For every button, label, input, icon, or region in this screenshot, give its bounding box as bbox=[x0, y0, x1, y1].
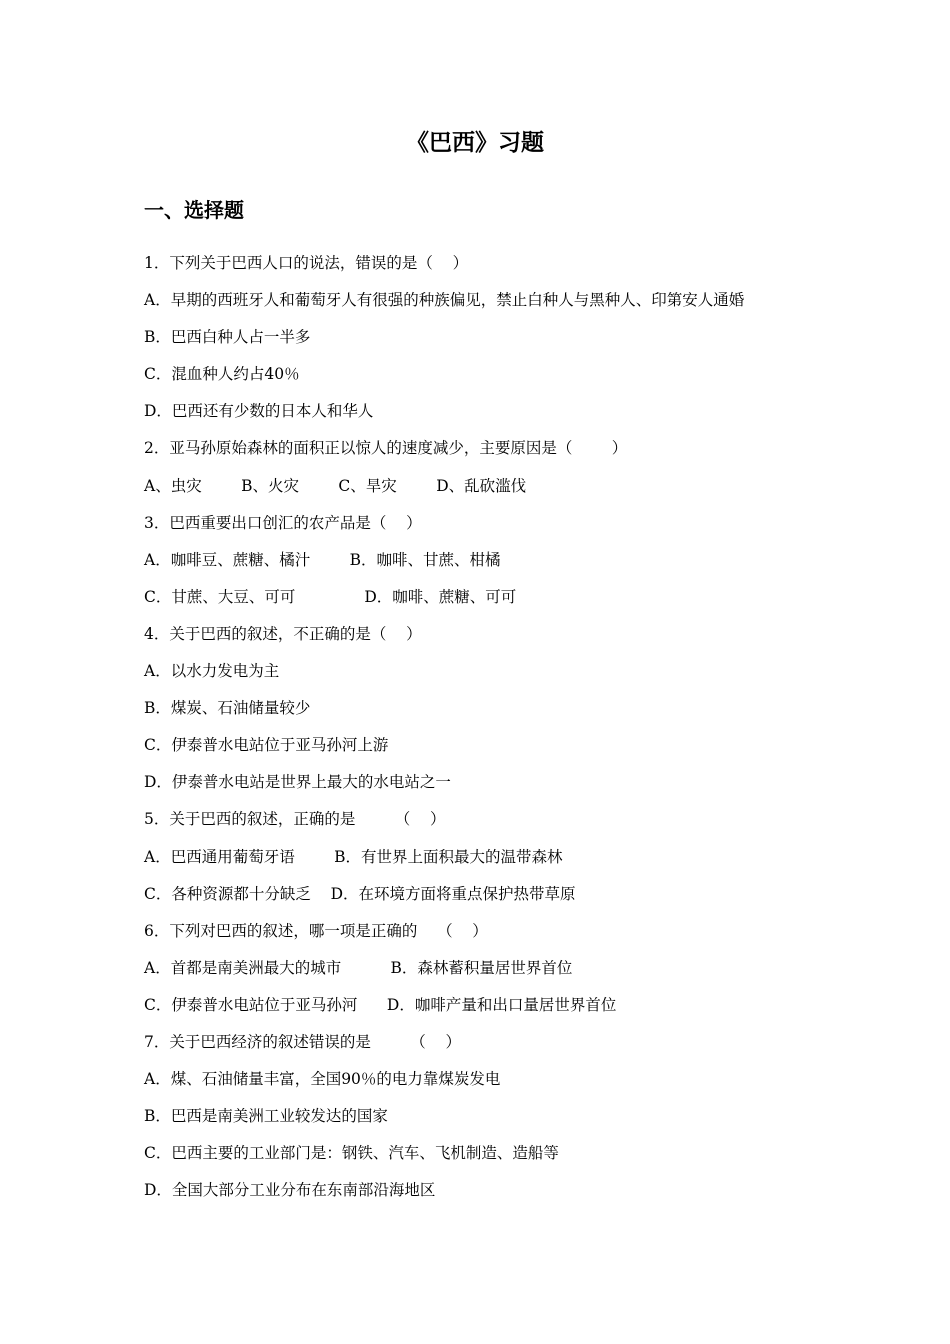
question-4-option-a: A．以水力发电为主 bbox=[144, 662, 280, 681]
question-6-options-cd: C．伊泰普水电站位于亚马孙河 D．咖啡产量和出口量居世界首位 bbox=[144, 995, 617, 1014]
question-1: 1．下列关于巴西人口的说法，错误的是（ ） bbox=[144, 254, 469, 272]
question-list bbox=[144, 250, 844, 1214]
question-2-options: A、虫灾 B、火灾 C、旱灾 D、乱砍滥伐 bbox=[144, 476, 527, 495]
question-4-option-d: D．伊泰普水电站是世界上最大的水电站之一 bbox=[144, 773, 451, 792]
question-3-options-cd: C．甘蔗、大豆、可可 D．咖啡、蔗糖、可可 bbox=[144, 587, 517, 606]
question-3-options-ab: A．咖啡豆、蔗糖、橘汁 B．咖啡、甘蔗、柑橘 bbox=[144, 550, 501, 569]
question-1-option-b: B．巴西白种人占一半多 bbox=[144, 328, 311, 347]
document-title: 《巴西》习题 bbox=[406, 130, 544, 156]
question-2: 2．亚马孙原始森林的面积正以惊人的速度减少，主要原因是（ ） bbox=[144, 439, 628, 458]
question-5-options-cd: C．各种资源都十分缺乏 D．在环境方面将重点保护热带草原 bbox=[144, 884, 576, 903]
question-6-options-ab: A．首都是南美洲最大的城市 B．森林蓄积量居世界首位 bbox=[144, 958, 573, 977]
question-7-option-c: C．巴西主要的工业部门是：钢铁、汽车、飞机制造、造船等 bbox=[144, 1144, 559, 1163]
question-4-option-b: B．煤炭、石油储量较少 bbox=[144, 699, 311, 718]
question-7: 7．关于巴西经济的叙述错误的是 （ ） bbox=[144, 1032, 461, 1051]
question-1-option-c: C．混血种人约占40％ bbox=[144, 365, 300, 384]
question-7-option-a: A．煤、石油储量丰富，全国90％的电力靠煤炭发电 bbox=[144, 1070, 501, 1089]
section-heading: 一、选择题 bbox=[144, 198, 244, 222]
question-1-option-d: D．巴西还有少数的日本人和华人 bbox=[144, 402, 374, 421]
question-7-option-b: B．巴西是南美洲工业较发达的国家 bbox=[144, 1107, 388, 1126]
question-5: 5．关于巴西的叙述，正确的是 （ ） bbox=[144, 810, 446, 829]
question-4-option-c: C．伊泰普水电站位于亚马孙河上游 bbox=[144, 736, 389, 755]
question-7-option-d: D．全国大部分工业分布在东南部沿海地区 bbox=[144, 1181, 436, 1200]
question-4: 4．关于巴西的叙述，不正确的是（ ） bbox=[144, 624, 422, 643]
question-6: 6．下列对巴西的叙述，哪一项是正确的 （ ） bbox=[144, 921, 488, 940]
question-5-options-ab: A．巴西通用葡萄牙语 B．有世界上面积最大的温带森林 bbox=[144, 847, 563, 866]
question-1-option-a: A．早期的西班牙人和葡萄牙人有很强的种族偏见，禁止白种人与黑种人、印第安人通婚 bbox=[144, 291, 745, 310]
question-3: 3．巴西重要出口创汇的农产品是（ ） bbox=[144, 513, 422, 532]
